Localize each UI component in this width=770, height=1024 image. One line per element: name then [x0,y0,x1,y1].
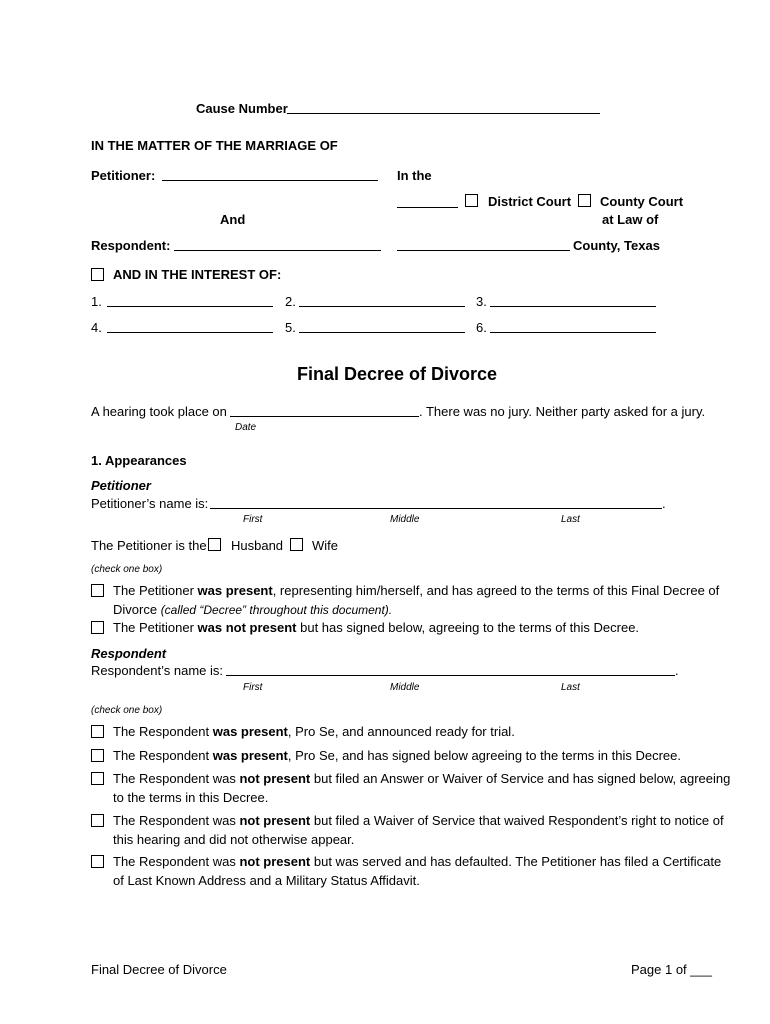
last-hint: Last [561,514,580,525]
cause-number-label: Cause Number [196,101,288,116]
child-field-1[interactable] [107,295,273,307]
respondent-name-label: Respondent’s name is: [91,663,224,678]
petitioner-name-field[interactable] [210,497,662,509]
hearing-prefix: A hearing took place on [91,404,227,419]
child-number-3: 3. [476,294,487,309]
child-field-5[interactable] [299,321,465,333]
check-one-hint: (check one box) [91,564,163,575]
respondent-present-ready-checkbox[interactable] [91,725,104,738]
in-the-label: In the [397,168,432,183]
period: . [662,496,666,511]
cause-number-field[interactable] [287,102,600,114]
hearing-date-field[interactable] [230,405,419,417]
petitioner-present-text-2: Divorce (called “Decree” throughout this document). [113,602,393,617]
child-field-4[interactable] [107,321,273,333]
child-number-1: 1. [91,294,102,309]
petitioner-name-label: Petitioner’s name is: [91,496,209,511]
respondent-answer-waiver-text: The Respondent was not present but filed an Answer or Waiver of Service and has signed below, agreeing [113,771,731,786]
first-hint: First [243,514,263,525]
last-hint-2: Last [561,682,580,693]
wife-label: Wife [312,538,338,553]
respondent-subheading: Respondent [91,646,167,661]
respondent-answer-waiver-checkbox[interactable] [91,772,104,785]
page-number: Page 1 of ___ [631,962,712,977]
county-court-checkbox[interactable] [578,194,591,207]
at-law-of-label: at Law of [602,212,659,227]
footer-title: Final Decree of Divorce [91,962,227,977]
child-number-6: 6. [476,320,487,335]
child-field-3[interactable] [490,295,656,307]
middle-hint-2: Middle [390,682,420,693]
respondent-waiver-text-2: this hearing and did not otherwise appear. [113,832,355,847]
county-court-label: County Court [600,194,684,209]
first-hint-2: First [243,682,263,693]
child-field-6[interactable] [490,321,656,333]
interest-of-checkbox[interactable] [91,268,104,281]
child-field-2[interactable] [299,295,465,307]
respondent-field[interactable] [174,239,381,251]
respondent-default-checkbox[interactable] [91,855,104,868]
interest-of-label: AND IN THE INTEREST OF: [113,267,282,282]
respondent-present-signed-text: The Respondent was present, Pro Se, and has signed below agreeing to the terms in this Decree. [113,748,682,763]
child-number-2: 2. [285,294,296,309]
respondent-name-field[interactable] [226,664,675,676]
matter-heading: IN THE MATTER OF THE MARRIAGE OF [91,138,338,153]
date-hint: Date [235,422,257,433]
check-one-hint-2: (check one box) [91,705,163,716]
respondent-default-text: The Respondent was not present but was served and has defaulted. The Petitioner has filed a Certificate [113,854,722,869]
court-number-field[interactable] [397,196,458,208]
respondent-waiver-text: The Respondent was not present but filed a Waiver of Service that waived Respondent’s right to notice of [113,813,724,828]
petitioner-not-present-text: The Petitioner was not present but has signed below, agreeing to the terms of this Decree. [113,620,640,635]
period-2: . [675,663,679,678]
child-number-4: 4. [91,320,102,335]
wife-checkbox[interactable] [290,538,303,551]
petitioner-present-text: The Petitioner was present, representing him/herself, and has agreed to the terms of this Final Decree of [113,583,720,598]
hearing-suffix: . There was no jury. Neither party asked for a jury. [419,404,706,419]
middle-hint: Middle [390,514,420,525]
appearances-heading: 1. Appearances [91,453,187,468]
respondent-present-signed-checkbox[interactable] [91,749,104,762]
document-title: Final Decree of Divorce [296,364,498,384]
respondent-answer-waiver-text-2: to the terms in this Decree. [113,790,269,805]
petitioner-subheading: Petitioner [91,478,151,493]
respondent-present-ready-text: The Respondent was present, Pro Se, and announced ready for trial. [113,724,515,739]
husband-label: Husband [231,538,284,553]
petitioner-is-label: The Petitioner is the [91,538,207,553]
county-field[interactable] [397,239,570,251]
petitioner-label: Petitioner: [91,168,156,183]
respondent-label: Respondent: [91,238,171,253]
petitioner-not-present-checkbox[interactable] [91,621,104,634]
respondent-default-text-2: of Last Known Address and a Military Status Affidavit. [113,873,420,888]
child-number-5: 5. [285,320,296,335]
husband-checkbox[interactable] [208,538,221,551]
respondent-waiver-checkbox[interactable] [91,814,104,827]
petitioner-field[interactable] [162,169,378,181]
county-texas-label: County, Texas [573,238,660,253]
district-court-label: District Court [488,194,572,209]
district-court-checkbox[interactable] [465,194,478,207]
and-label: And [220,212,246,227]
petitioner-present-checkbox[interactable] [91,584,104,597]
